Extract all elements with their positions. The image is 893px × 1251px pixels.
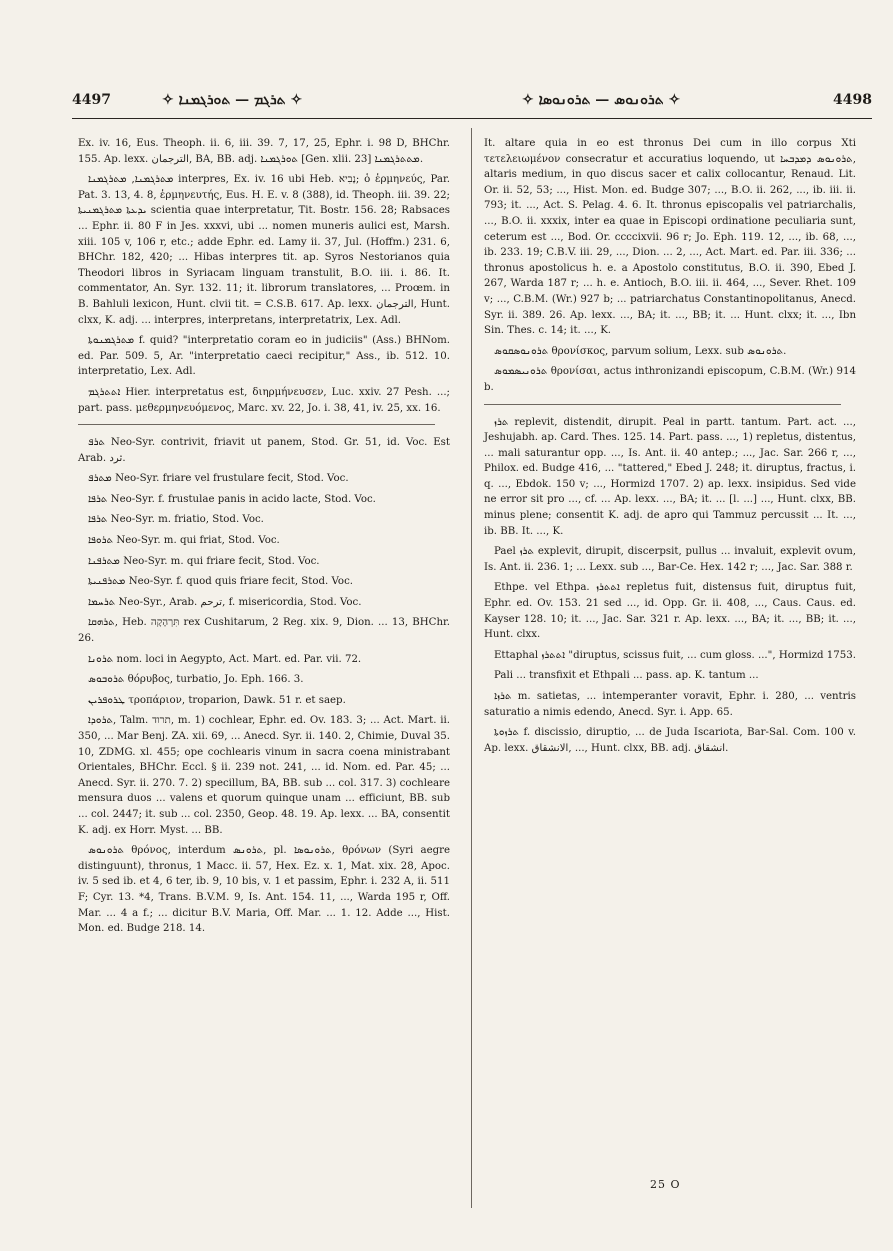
entry-paragraph: ܬܪܘܕܐ, Talm. תרוד, m. 1) cochlear, Ephr. ed. Ov. 183. 3; ... Act. Mart. ii. 350, ... Mar Benj. ZA. xii. 69, ... Anecd. Syr. ii. 140. 2, Chimie, Duval 35. 10, ZDMG. xl. 455; ope cochlearis vinum in sacra coena ministrabant Orientales, BHChr. Eccl. § ii. 239 not. 241, ... id. Nom. ed. Par. 45; ... Anecd. Syr. ii. 270. 7. 2) specillum, BA, BB. sub ... col. 317. 3) cochleare mensura duos ... valens et quorum quinque unam ... efficiunt, BB. sub ... col. 2447; it. sub ... col. 2350, Geop. 48. 19. Ap. lexx. ... BA, consentit K. adj. ex Horr. Myst. ... BB. [78,715,450,836]
entry-paragraph: ܐܬܬܪܓܡ Hier. interpretatus est, διηρμήνευσεν, Luc. xxiv. 27 Pesh. ...; part. pass. μεθερμηνευόμενος, Marc. xv. 22, Jo. i. 38, 41, iv. 25, xx. 16. [78,386,450,414]
section-separator [78,424,435,425]
entry-paragraph: ܬܪܙܐ m. satietas, ... intemperanter voravit, Ephr. i. 280, ... ventris saturatio a nimis edendo, Anecd. Syr. i. App. 65. [484,691,856,718]
entry-paragraph: ܬܪܗܩܐ, Heb. תִּרְהָקָה rex Cushitarum, 2 Reg. xix. 9, Dion. ... 13, BHChr. 26. [78,617,450,645]
entry-paragraph: ܬܪܘܢܐ nom. loci in Aegypto, Act. Mart. ed. Par. vii. 72. [88,653,362,665]
header-rule [72,118,872,119]
entry-paragraph: ܬܪܚܡܐ Neo-Syr., Arab. ترحم, f. misericordia, Stod. Voc. [88,596,362,608]
entry-paragraph: ܡܬܪܦܢܝܬܐ Neo-Syr. f. quod quis friare fecit, Stod. Voc. [88,576,354,588]
entry-paragraph: ܬܪܘܒܘܣ θόρυβος, turbatio, Jo. Eph. 166. 3. [88,674,304,686]
section-separator [484,404,841,405]
entry-paragraph: ܛܪܘܦܪܝܢ τροπάριον, troparion, Dawk. 51 r. et saep. [88,694,346,706]
entry-paragraph: Ettaphal ܐܬܬܪܙ "diruptus, scissus fuit, ... cum gloss. ...", Hormizd 1753. [494,649,856,661]
running-title-left: ✧ ܬܪܓܡ — ܬܘܪܓܡܢܐ ✧ [162,92,303,108]
right-column [484,136,856,761]
entry-paragraph: ܡܬܪܦܢܐ Neo-Syr. m. qui friare fecit, Stod. Voc. [88,555,320,567]
entry-paragraph: Pali ... transfixit et Ethpali ... pass. ap. K. tantum ... [494,670,759,682]
running-title-right: ✧ ܬܪܘܢܘܣ — ܬܪܘܢܘܣܐ ✧ [522,92,681,108]
entry-paragraph: ܬܪܘܢܘܣ θρόνος, interdum ܬܪܘܢܣ, pl. ܬܪܘܢܘܣܐ, θρόνων (Syri aegre distinguunt), thronus, 1 Macc. ii. 57, Hex. Ez. x. 1, Mat. xix. 28, Apoc. iv. 5 sed ib. et 4, 6 ter, ib. 9, 10 bis, v. 1 et passim, Ephr. i. 232 A, ii. 511 F; Cyr. 13. *4, Trans. B.V.M. 9, Is. Ant. 154. 11, ..., Warda 195 r, Off. Mar. ... 4 a f.; ... dicitur B.V. Maria, Off. Mar. ... 1. 12. Adde ..., Hist. Mon. ed. Budge 218. 14. [78,845,451,935]
entry-paragraph: ܡܬܪܓܡܢܘܬܐ f. quid? "interpretatio coram eo in judiciis" (Ass.) BHNom. ed. Par. 509. 5, Ar. "interpretatio caeci recipitur," Ass., ib. 512. 10. interpretatio, Lex. Adl. [78,335,450,378]
entry-paragraph: ܬܪܦ Neo-Syr. contrivit, friavit ut panem, Stod. Gr. 51, id. Voc. Est Arab. ثرد. [78,437,450,464]
entry-paragraph: ܡܬܪܦ Neo-Syr. friare vel frustulare fecit, Stod. Voc. [88,473,349,485]
entry-paragraph: ܡܬܪܓܡܢܐ, ܡܬܪܓܡܢܐ interpres, Ex. iv. 16 ubi Heb. נָבִיא; ὁ ἑρμηνεύς, Par. Pat. 3. 13, 4. 8, ἑρμηνευτής, Eus. H. E. v. 8 (388), id. Theoph. iii. 39. 22; ܝܕܥܬܐ ܡܬܪܓܡܢܝܬܐ scientia quae interpretatur, Tit. Bostr. 156. 28; Rabsaces ... Ephr. ii. 80 F in Jes. xxxvi, ubi ... nomen muneris aulici est, Marsh. xiii. 105 v, 106 r, etc.; adde Ephr. ed. Lamy ii. 37, Jul. (Hoffm.) 231. 6, BHChr. 182, 420; ... Hibas interpres tit. ap. Syros Nestorianos quia Theodori libros in Syriacam linguam transtulit, B.O. iii. i. 86. It. commentator, An. Syr. 132. 11; it. librorum translatores, ... Proœm. in B. Bahluli lexicon, Hunt. clvii tit. = C.S.B. 617. Ap. lexx. الترجمان, Hunt. clxx, K. adj. ... interpres, interpretans, interpretatrix, Lex. Adl. [78,174,451,326]
printer-signature: 25 O [650,1178,681,1191]
entry-paragraph: ܬܪܙ replevit, distendit, dirupit. Peal in partt. tantum. Part. act. ..., Jeshujabh. ap. Card. Thes. 125. 14. Part. pass. ..., 1) repletus, distentus, ... mali saturantur opp. ..., Is. Ant. ii. 40 antep.; ..., Jac. Sar. 266 r, ..., Philox. ed. Budge 416, ... "tattered," Ebed J. 248; it. diruptus, fractus, i. q. ..., Ebdok. 150 v; ..., Hormizd 1707. 2) ap. lexx. insipidus. Sed vide ne error sit pro ..., cf. ... Ap. lexx. ..., BA; it. ... [l. ...] ..., Hunt. clxx, BB. minus plene; consentit K. adj. de apro qui Tammuz percussit ... It. ..., ib. BB. It. ..., K. [484,416,856,537]
entry-paragraph: ܬܪܙܘܬܐ f. discissio, diruptio, ... de Juda Iscariota, Bar-Sal. Com. 100 v. Ap. lexx. الانشقاق, ..., Hunt. clxx, BB. adj. انشقاق. [484,727,856,754]
page-number-right: 4498 [833,92,872,108]
entry-paragraph: Ex. iv. 16, Eus. Theoph. ii. 6, iii. 39. 7, 17, 25, Ephr. i. 98 D, BHChr. 155. Ap. lexx. الترجمان, BA, BB. adj. ܬܘܪܓܡܢܐ [Gen. xlii. 23] ܡܬܬܪܓܡܢܐ. [78,138,450,165]
entry-paragraph: Pael ܬܪܙ explevit, dirupit, discerpsit, pullus ... invaluit, explevit ovum, Is. Ant. ii. 236. 1; ... Lexx. sub ..., Bar-Ce. Hex. 142 r; ..., Jac. Sar. 388 r. [484,546,857,573]
entry-paragraph: ܬܪܦܐ Neo-Syr. m. friatio, Stod. Voc. [88,514,264,526]
left-column [78,136,450,942]
entry-paragraph: Ethpe. vel Ethpa. ܐܬܬܪܙ repletus fuit, distensus fuit, diruptus fuit, Ephr. ed. Ov. 153. 21 sed ..., id. Opp. Gr. ii. 408, ..., Caus. Caus. ed. Kayser 128. 10; it. ..., Jac. Sar. 321 r. Ap. lexx. ..., BA; it. ..., BB; it. ..., Hunt. clxx. [484,582,856,641]
entry-paragraph: ܬܪܦܐ Neo-Syr. f. frustulae panis in acido lacte, Stod. Voc. [88,493,376,505]
entry-paragraph: ܬܪܘܢܘܣܩܘܣ θρονίσκος, parvum solium, Lexx. sub ܬܪܘܢܘܣ. [494,345,787,357]
page-number-left: 4497 [72,92,111,108]
entry-paragraph: ܬܪܘܦܐ Neo-Syr. m. qui friat, Stod. Voc. [88,535,280,547]
entry-paragraph: It. altare quia in eo est thronus Dei cum in illo corpus Xti τετελειωμένον consecratur et accuratius loquendo, ut ܬܪܘܢܘܣ ܕܡܕܒܚܐ, altaris medium, in quo discus sacer et calix collocantur, Renaud. Lit. Or. ii. 52, 53; ..., Hist. Mon. ed. Budge 307; ..., B.O. ii. 262, ..., ib. iii. ii. 793; it. ..., Act. S. Pelag. 4. 6. It. thronus episcopalis vel patriarchalis, ..., B.O. ii. xxxix, inter ea quae in Episcopi ordinatione peculiaria sunt, ceterum est ..., Bod. Or. ccccixvii. 96 r; Jo. Eph. 119. 12, ..., ib. 68, ..., ib. 233. 19; C.B.V. iii. 29, ..., Dion. ... 2, ..., Act. Mart. ed. Par. iii. 336; ... thronus apostolicus h. e. a Apostolo constitutus, B.O. ii. 390, Ebed J. 267, Warda 187 r; ... h. e. Antioch, B.O. iii. ii. 464, ..., Sever. Rhet. 109 v; ..., C.B.M. (Wr.) 927 b; ... patriarchatus Constantinopolitanus, Anecd. Syr. ii. 389. 26. Ap. lexx. ..., BA; it. ..., BB; it. ... Hunt. clxx; it. ..., Ibn Sin. Thes. c. 14; it. ..., K. [484,138,856,337]
column-divider [471,128,472,1208]
entry-paragraph: ܬܪܘܢܝܣܡܘܣ θρονίσαι, actus inthronizandi episcopum, C.B.M. (Wr.) 914 b. [484,366,856,393]
